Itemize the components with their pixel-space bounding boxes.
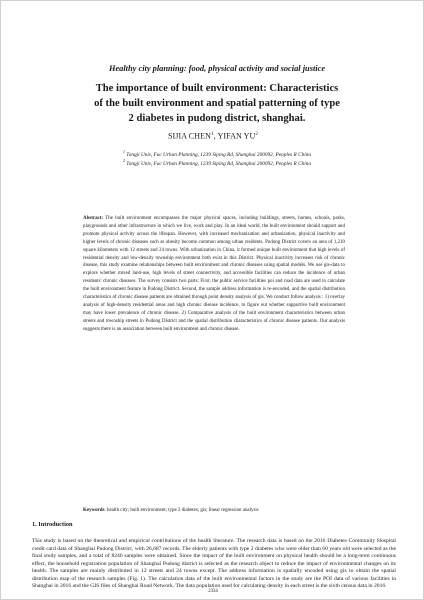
title-line: The importance of built environment: Characteristics [95, 83, 339, 94]
affiliation [61, 157, 373, 168]
keywords [83, 507, 345, 514]
page-number: 2334 [208, 589, 218, 594]
title-line: 2 diabetes in pudong district, shanghai. [128, 113, 306, 124]
affiliation-text: Tongji Univ, Fac Urban Planning, 1239 Siping Rd, Shanghai 200092, Peoples R China [126, 160, 312, 167]
affiliation-mark: 2 [122, 158, 125, 163]
affiliation-text: Tongji Univ, Fac Urban Planning, 1239 Siping Rd, Shanghai 200092, Peoples R China [126, 151, 312, 158]
author-name: YIFAN YU [217, 131, 256, 141]
affiliation-mark: 1 [122, 149, 125, 154]
author-affiliation-mark: 2 [255, 132, 259, 137]
abstract-text: The built environment encompasses the major physical spaces, including buildings, streets, homes, schools, parks, playgrounds and other infrastructure in which we live, work and play. In an ideal world, the built environment should support and promote physical activity across the lifespan. However, with increased mechanization and urbanization, physical inactivity and higher levels of chronic diseases such as obesity become common among urban residents. Pudong District covers an area of 1,210 square kilometers with 12 streets and 24 towns. With urbanization in China, it formed unique built environment that high levels of residential density and low-density township environment both exist in this District. Physical inactivity increases risk of chronic disease, this study examine relationships between built environment and chronic diseases using spatial models. We use gis-data to explore whether mixed land-use, high levels of street connectivity, and accessible facilities can reduce the incidence of urban residents' chronic diseases. The survey consists two parts: First, the public service facilities poi and road data are used to calculate the built environment feature in Pudong District. Second, the sample address information is re-encoded, and the spatial distribution characteristics of chronic disease patients are obtained through point density analysis of gis. We conduct follow analysis : 1) overlay analysis of high-density residential areas and high chronic disease incidence, to figure out whether supportive built environment may have lower prevalence of chronic disease. 2) Comparative analysis of the built environment characteristics between urban streets and township streets in Pudong District and the spatial distribution characteristics of chronic disease patients. Our analysis suggests there is an association between built environment and chronic disease. [83, 216, 345, 332]
author-name: SIJIA CHEN [167, 131, 211, 141]
paper-title [67, 81, 367, 126]
keywords-text: : health city; built environment; type 2 diabetes; gis; linear regression analysis [104, 508, 259, 513]
author-list [113, 129, 313, 142]
abstract [83, 215, 345, 334]
author-separator: , [213, 131, 218, 141]
keywords-label: Keywords [83, 508, 105, 513]
introduction-paragraph: This study is based on the theoretical and empirical contributions of the health literature. The research data is based on the 2016 Diabetes Community Hospital credit card data of Shanghai Pudong District, with 26,687 records. The elderly patients with type 2 diabetes who were older than 60 years old were selected as the final study samples, and a total of 8246 samples were obtained. Since the impact of the built environment on physical health should be a long-term continuous effect, the household registration population of Shanghai Pudong district is selected as the research object to reduce the impact of environmental changes on its health. The samples are mainly distributed in 12 streets and 24 towns except. The address information is spatially encoded using gis to obtain the spatial distribution map of the research samples (Fig. 1). The calculation data of the built environmental factors in the study are the POI data of various facilities in Shanghai in 2016 and the GIS files of Shanghai Road Network. The data population used for calculating density in each street is the sixth census data in 2016. [32, 538, 396, 589]
section-heading: 1. Introduction [32, 521, 73, 528]
author-affiliation-mark: 1 [210, 132, 214, 137]
title-line: of the built environment and spatial patterning of type [94, 98, 340, 109]
abstract-label: Abstract: [83, 216, 104, 221]
conference-track: Healthy city planning: food, physical activity and social justice [108, 64, 326, 73]
